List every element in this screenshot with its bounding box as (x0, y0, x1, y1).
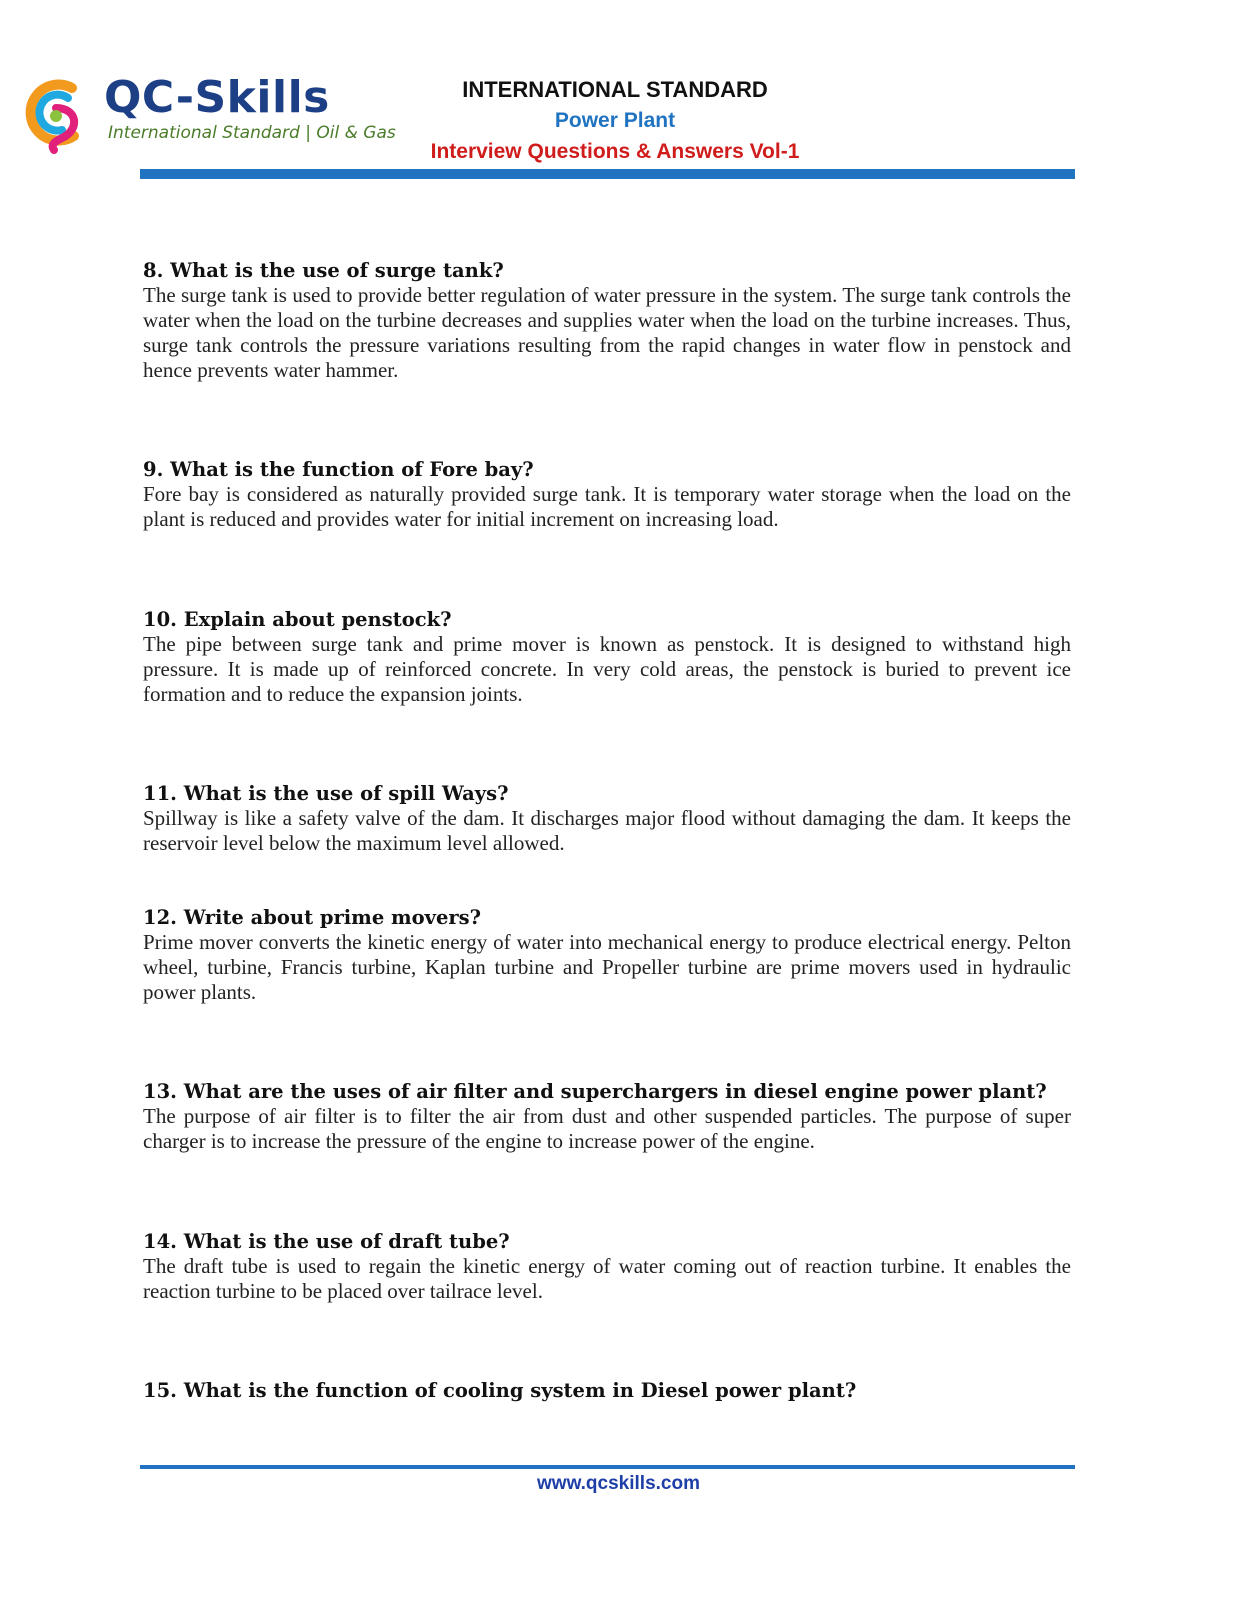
question: 8. What is the use of surge tank? (143, 259, 504, 282)
document-volume: Interview Questions & Answers Vol-1 (430, 140, 800, 163)
logo-name: QC-Skills (104, 72, 330, 123)
header-titles (395, 74, 835, 167)
question: 10. Explain about penstock? (143, 608, 452, 631)
answer: Prime mover converts the kinetic energy of water into mechanical energy to produce electrical energy. Pelton wheel, turbine, Francis turbine, Kaplan turbine and Propeller turbine are prime movers used in hydraulic power plants. (143, 930, 1071, 1004)
question: 11. What is the use of spill Ways? (143, 782, 509, 805)
question: 9. What is the function of Fore bay? (143, 458, 534, 481)
logo-tagline: International Standard | Oil & Gas (108, 123, 396, 143)
header-divider (140, 169, 1075, 179)
company-logo (16, 72, 396, 162)
footer-website-link[interactable]: www.qcskills.com (537, 1473, 700, 1494)
qa-item (143, 781, 1071, 856)
qc-logo-icon (16, 74, 96, 154)
answer: The pipe between surge tank and prime mover is known as penstock. It is designed to withstand high pressure. It is made up of reinforced concrete. In very cold areas, the penstock is buried to prevent ice formation and to reduce the expansion joints. (143, 632, 1071, 706)
question: 14. What is the use of draft tube? (143, 1230, 510, 1253)
answer: The purpose of air filter is to filter the air from dust and other suspended particles. The purpose of super charger is to increase the pressure of the engine to increase power of the engine. (143, 1104, 1071, 1153)
question: 15. What is the function of cooling system in Diesel power plant? (143, 1379, 857, 1402)
document-subtitle: Power Plant (554, 109, 676, 132)
question: 12. Write about prime movers? (143, 906, 482, 929)
answer: The draft tube is used to regain the kinetic energy of water coming out of reaction turbine. It enables the reaction turbine to be placed over tailrace level. (143, 1254, 1071, 1303)
footer-divider (140, 1465, 1075, 1469)
qa-item (143, 258, 1071, 383)
qa-item (143, 1229, 1071, 1304)
question: 13. What are the uses of air filter and superchargers in diesel engine power plant? (143, 1080, 1047, 1103)
qa-item (143, 607, 1071, 707)
qa-item (143, 905, 1071, 1005)
qa-item (143, 457, 1071, 532)
document-title: INTERNATIONAL STANDARD (462, 77, 768, 102)
qa-item (143, 1079, 1071, 1154)
answer: Spillway is like a safety valve of the dam. It discharges major flood without damaging the dam. It keeps the reservoir level below the maximum level allowed. (143, 806, 1071, 855)
answer: The surge tank is used to provide better regulation of water pressure in the system. The surge tank controls the water when the load on the turbine decreases and supplies water when the load on the turbine increases. Thus, surge tank controls the pressure variations resulting from the rapid changes in water flow in penstock and hence prevents water hammer. (143, 283, 1071, 382)
qa-item (143, 1378, 1071, 1403)
answer: Fore bay is considered as naturally provided surge tank. It is temporary water storage when the load on the plant is reduced and provides water for initial increment on increasing load. (143, 482, 1071, 531)
